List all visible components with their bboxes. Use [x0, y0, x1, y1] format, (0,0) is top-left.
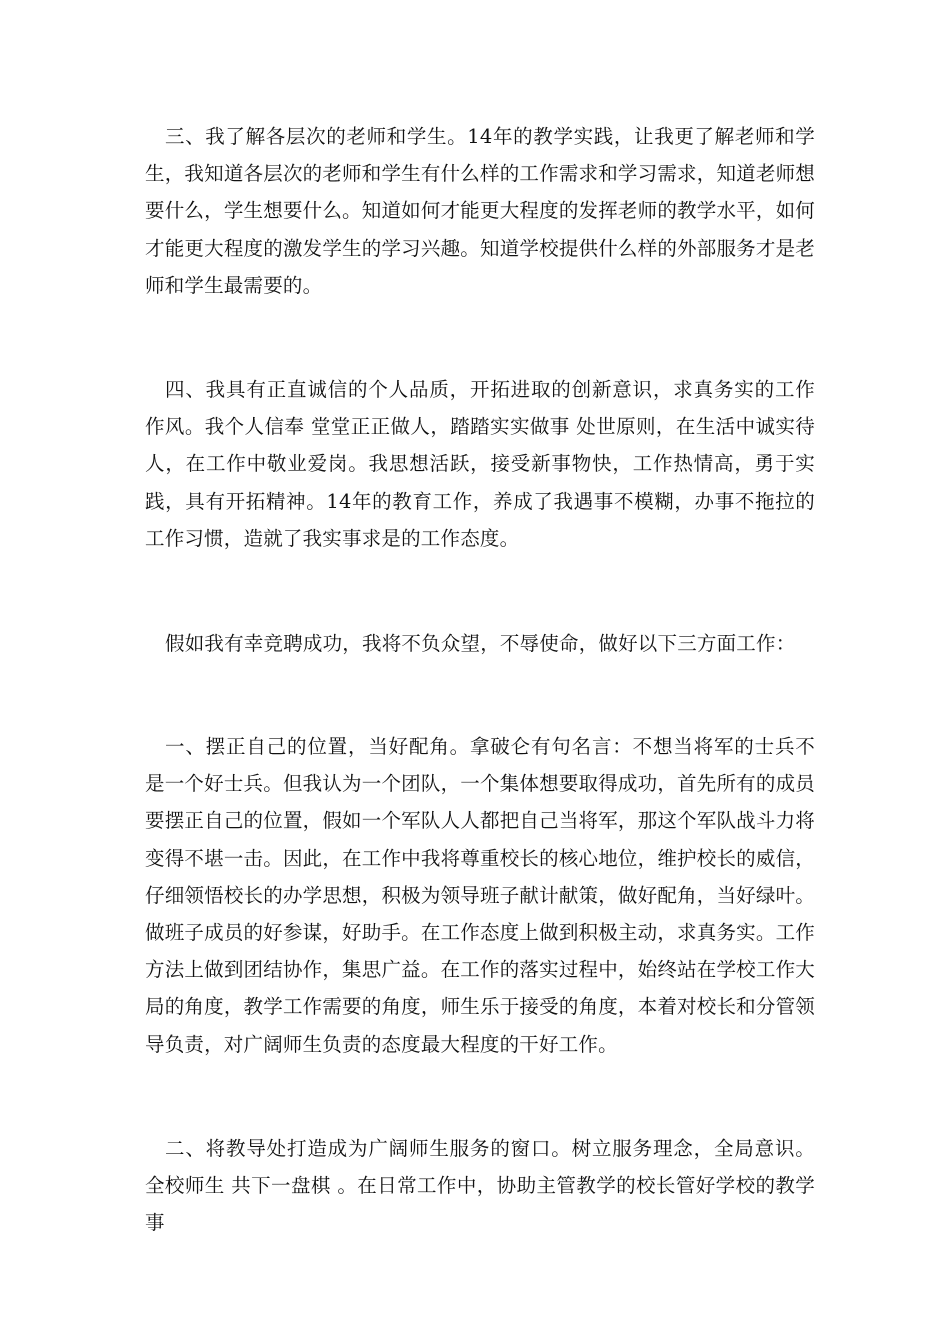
paragraph-two-service-window: 二、将教导处打造成为广阔师生服务的窗口。树立服务理念，全局意识。全校师生 共下一盘棋 。在日常工作中，协助主管教学的校长管好学校的教学事 [145, 1137, 815, 1235]
paragraph-if-successful: 假如我有幸竞聘成功，我将不负众望，不辱使命，做好以下三方面工作： [165, 632, 796, 655]
paragraph-three-understanding: 三、我了解各层次的老师和学生。14年的教学实践，让我更了解老师和学生，我知道各层次的老师和学生有什么样的工作需求和学习需求，知道老师想要什么，学生想要什么。知道如何才能更大程度的发挥老师的教学水平，如何才能更大程度的激发学生的学习兴趣。知道学校提供什么样的外部服务才是老师和学生最需要的。 [145, 125, 815, 297]
paragraph-one-position: 一、摆正自己的位置，当好配角。拿破仑有句名言：不想当将军的士兵不是一个好士兵。但我认为一个团队，一个集体想要取得成功，首先所有的成员要摆正自己的位置，假如一个军队人人都把自己当将军，那这个军队战斗力将变得不堪一击。因此，在工作中我将尊重校长的核心地位，维护校长的威信，仔细领悟校长的办学思想，积极为领导班子献计献策，做好配角，当好绿叶。做班子成员的好参谋，好助手。在工作态度上做到积极主动，求真务实。工作方法上做到团结协作，集思广益。在工作的落实过程中，始终站在学校工作大局的角度，教学工作需要的角度，师生乐于接受的角度，本着对校长和分管领导负责，对广阔师生负责的态度最大程度的干好工作。 [145, 735, 815, 1056]
paragraph-four-character: 四、我具有正直诚信的个人品质，开拓进取的创新意识，求真务实的工作作风。我个人信奉 堂堂正正做人，踏踏实实做事 处世原则，在生活中诚实待人，在工作中敬业爱岗。我思想活跃，接受新事物快，工作热情高，勇于实践，具有开拓精神。14年的教育工作，养成了我遇事不模糊，办事不拖拉的工作习惯，造就了我实事求是的工作态度。 [145, 378, 815, 550]
